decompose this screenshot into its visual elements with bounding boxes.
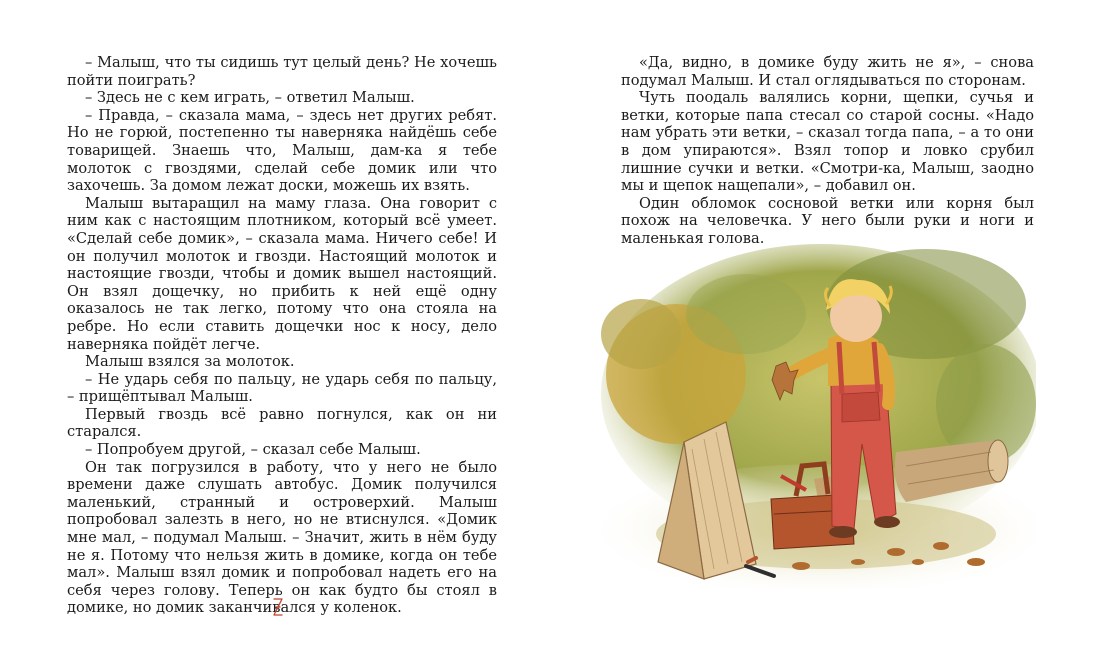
paragraph: – Малыш, что ты сидишь тут целый день? Не хочешь пойти поиграть? bbox=[67, 54, 497, 89]
paragraph: Малыш вытаращил на маму глаза. Она говорит с ним как с настоящим плотником, который всё умеет. «Сделай себе домик», – сказала мама. Ничего себе! И он получил молоток и гвозди. Настоящий молоток и настоящие гвозди, чтобы и домик вышел настоящий. Он взял дощечку, но прибить к ней ещё одну оказалось не так легко, потому что она стояла на ребре. Но если ставить дощечки нос к носу, дело наверняка пойдёт легче. bbox=[67, 194, 497, 353]
paragraph: – Правда, – сказала мама, – здесь нет других ребят. Но не горюй, постепенно ты наверняка найдёшь себе товарищей. Знаешь что, Малыш, дам-ка я тебе молоток с гвоздями, сделай себе домик или что захочешь. За домом лежат доски, можешь их взять. bbox=[67, 106, 497, 195]
right-page bbox=[550, 0, 1100, 663]
paragraph: – Попробуем другой, – сказал себе Малыш. bbox=[85, 441, 421, 459]
folio-ornament bbox=[270, 597, 286, 617]
paragraph: – Не ударь себя по пальцу, не ударь себя по пальцу, – прищёптывал Малыш. bbox=[67, 370, 497, 406]
illustration-boy-with-wooden-figure bbox=[596, 244, 1036, 589]
paragraph: Он так погрузился в работу, что у него не было времени даже слушать автобус. Домик получился маленький, странный и островерхий. Малыш попробовал залезть в него, но не втиснулся. «Домик мне мал, – подумал Малыш. – Значит, жить в нём буду не я. Потому что нельзя жить в домике, когда он тебе мал». Малыш взял домик и попробовал надеть его на себя через голову. Теперь он как будто бы стоял в домике, но домик заканчивался у коленок. bbox=[67, 458, 497, 617]
paragraph: «Да, видно, в домике буду жить не я», – снова подумал Малыш. И стал оглядываться по сторонам. bbox=[621, 54, 1034, 89]
paragraph: – Здесь не с кем играть, – ответил Малыш. bbox=[85, 89, 415, 107]
paragraph: Первый гвоздь всё равно погнулся, как он ни старался. bbox=[67, 405, 497, 441]
left-page-text bbox=[67, 54, 497, 617]
right-page-text bbox=[621, 54, 1034, 248]
paragraph: Малыш взялся за молоток. bbox=[85, 353, 295, 371]
paragraph: Чуть поодаль валялись корни, щепки, сучья и ветки, которые папа стесал со старой сосны. «Надо нам убрать эти ветки, – сказал тогда папа, – а то они в дом упираются». Взял топор и ловко срубил лишние сучки и ветки. «Смотри-ка, Малыш, заодно мы и щепок нащепали», – добавил он. bbox=[621, 89, 1034, 195]
paragraph: Один обломок сосновой ветки или корня был похож на человечка. У него были руки и ноги и маленькая голова. bbox=[621, 194, 1034, 247]
